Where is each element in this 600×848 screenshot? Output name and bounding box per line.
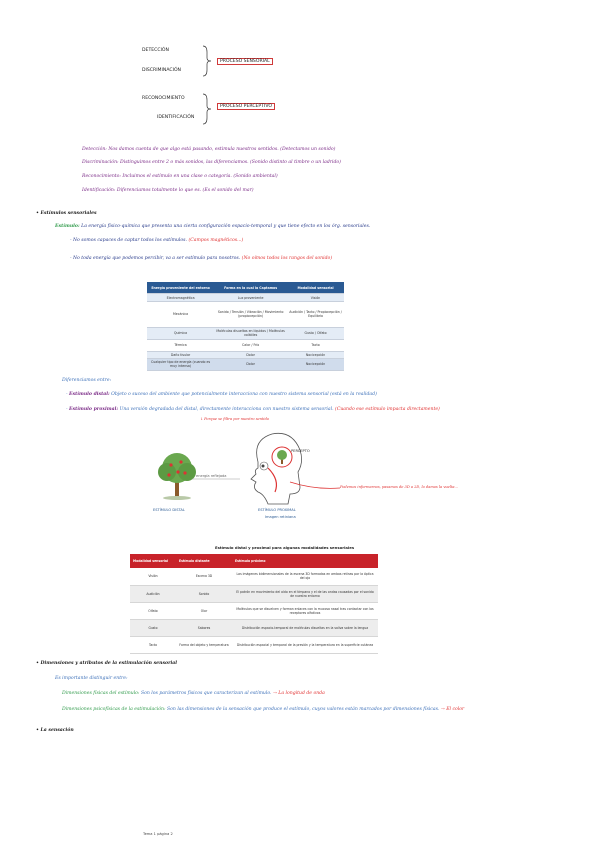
definition-reconocimiento: Reconocimiento: Incluimos el estímulo en una clase o categoría. (Sonido ambiental) — [82, 174, 278, 179]
imagen-caption: Imagen retiniana — [265, 515, 296, 519]
table-cell: Forma del objeto y temperatura — [176, 636, 232, 653]
label-deteccion: DETECCIÓN — [142, 48, 169, 53]
distal-caption: ESTÍMULO DISTAL — [153, 508, 185, 512]
table-cell: Las imágenes bidimensionales de la escena 3D formadas en ambas retinas por la óptica del ojo — [232, 568, 378, 585]
table-cell: Escena 3D — [176, 568, 232, 585]
table-cell: Gusto / Olfato — [287, 327, 344, 339]
proximal-definition: - Estímulo proximal: Una versión degradada del distal, directamente interacciona con nuestro sistema sensorial. (Cuando ese estímulo impacta directamente) — [66, 407, 440, 412]
table-row — [130, 602, 378, 619]
label-proceso-perceptivo: PROCESO PERCEPTIVO — [217, 103, 275, 110]
table-row — [130, 568, 378, 585]
table-header-cell: Forma en la cual la Captamos — [214, 282, 287, 294]
percepto-label: PERCEPTO — [291, 449, 310, 453]
table-header-row — [130, 554, 378, 568]
estimulo-definition: Estímulo: La energía físico-química que presenta una cierta configuración espacio-temporal y que tiene efecto en los órg. sensoriales. — [55, 224, 371, 229]
note-arrow — [290, 482, 340, 488]
table-cell: Electromagnética — [147, 294, 214, 301]
energia-label: energía reflejada — [196, 474, 227, 478]
diagram-note: Podemos informarnos, pasamos de 3D a 2D, lo damos la vuelta... — [340, 485, 458, 489]
tree-icon — [158, 453, 196, 500]
distal-proximal-table — [130, 554, 378, 654]
table-row — [147, 339, 344, 351]
table-header-cell: Modalidad sensorial — [287, 282, 344, 294]
table-header-cell: Modalidad sensorial — [130, 554, 176, 568]
table-cell: El patrón en movimiento del oído en el tímpano y el de las ondas causadas por el sonido de nuestro entorno — [232, 585, 378, 602]
definition-deteccion: Detección: Nos damos cuenta de que algo está pasando, estimula nuestros sentidos. (Detectamos un sonido) — [82, 147, 336, 152]
label-discriminacion: DISCRIMINACIÓN — [142, 68, 181, 73]
brace-sensorial — [200, 44, 214, 78]
table-cell: Dolor — [214, 359, 287, 370]
table-cell: Sonido / Tensión / Vibración / Movimiento (propiocepción) — [214, 301, 287, 327]
distal-definition: - Estímulo distal: Objeto o suceso del ambiente que potencialmente interacciona con nuestro sistema sensorial (está en la realidad) — [66, 392, 377, 397]
table-cell: Moléculas que se disuelven y forman enlaces con la mucosa nasal tras contactar con los receptores olfativos — [232, 602, 378, 619]
definition-identificacion: Identificación: Diferenciamos totalmente lo que es. (Es el sonido del mar) — [82, 188, 254, 193]
heading-dimensiones: • Dimensiones y atributos de la estimulación sensorial — [36, 661, 177, 666]
table-cell: Audición — [130, 585, 176, 602]
table-header-cell: Estímulo distante — [176, 554, 232, 568]
table-row — [147, 351, 344, 358]
dimensiones-subheading: Es importante distinguir entre: — [55, 676, 128, 681]
dimensiones-psicofisicas: Dimensiones psicofísicas de la estimulación: Son las dimensiones de la sensación que produce el estímulo, cuyos valores están marcados por dimensiones físicas. → El color — [62, 707, 465, 712]
table-cell: Tacto — [287, 339, 344, 351]
table-cell: Nocicepción — [287, 351, 344, 358]
table-cell: Dolor — [214, 351, 287, 358]
table-cell: Sonido — [176, 585, 232, 602]
table2-title: Estímulo distal y proximal para algunas modalidades sensoriales — [215, 545, 355, 550]
head-profile-icon — [251, 433, 302, 504]
label-reconocimiento: RECONOCIMIENTO — [142, 96, 185, 101]
table-cell: Distribución espacio-temporal de moléculas disueltas en la saliva sobre la lengua — [232, 619, 378, 636]
table-cell: Distribución espacial y temporal de la presión y la temperatura en la superficie cutánea — [232, 636, 378, 653]
table-cell: Daño tisular — [147, 351, 214, 358]
table-cell: Química — [147, 327, 214, 339]
tree-icon — [277, 450, 287, 464]
proximal-caption: ESTÍMULO PROXIMAL — [258, 508, 296, 512]
estimulo-bullet-1: - No somos capaces de captar todos los estímulos. (Campos magnéticos...) — [70, 238, 244, 243]
table-header-row — [147, 282, 344, 294]
table-cell: Sabores — [176, 619, 232, 636]
table-row — [147, 359, 344, 370]
table-cell: Gusto — [130, 619, 176, 636]
table-cell: Cualquier tipo de energía (cuando es muy intensa) — [147, 359, 214, 370]
brace-perceptivo — [200, 92, 214, 126]
table-cell: Visión — [130, 568, 176, 585]
energy-modality-table — [147, 282, 344, 371]
table-row — [147, 327, 344, 339]
table-row — [130, 636, 378, 653]
dimensiones-fisicas: Dimensiones físicas del estímulo: Son los parámetros físicos que caracterizan al estímulo. → La longitud de onda — [62, 691, 325, 696]
table-cell: Luz proveniente — [214, 294, 287, 301]
table-cell: Tacto — [130, 636, 176, 653]
table-row — [147, 294, 344, 301]
table-cell: Olor — [176, 602, 232, 619]
table-row — [130, 585, 378, 602]
table-header-cell: Energía proveniente del entorno — [147, 282, 214, 294]
heading-estimulos: • Estímulos sensoriales — [36, 211, 97, 216]
estimulo-bullet-2: - No toda energía que podemos percibir, va a ser estímulo para nosotros. (No oímos todos los rangos del sonido) — [70, 256, 333, 261]
label-proceso-sensorial: PROCESO SENSORIAL — [217, 58, 273, 65]
table-row — [147, 301, 344, 327]
table-cell: Mecánica — [147, 301, 214, 327]
table-cell: Nocicepción — [287, 359, 344, 370]
table-cell: Térmica — [147, 339, 214, 351]
table-cell: Moléculas disueltas en líquidos / Moléculas volátiles — [214, 327, 287, 339]
table-row — [130, 619, 378, 636]
page-footer: Tema 1 página 2 — [143, 832, 173, 836]
table-cell: Visión — [287, 294, 344, 301]
heading-sensacion: • La sensación — [36, 728, 74, 733]
table-cell: Calor / Frío — [214, 339, 287, 351]
table-cell: Audición / Tacto / Propiocepción / Equilibrio — [287, 301, 344, 327]
table-cell: Olfato — [130, 602, 176, 619]
definition-discriminacion: Discriminación: Distinguimos entre 2 o más sonidos, las diferenciamos. (Sonido distinto al timbre o un ladrido) — [82, 160, 341, 165]
proximal-note: ↳ Porque se filtra por nuestro sentido — [200, 417, 270, 421]
table-header-cell: Estímulo próximo — [232, 554, 378, 568]
label-identificacion: IDENTIFICACIÓN — [157, 115, 195, 120]
heading-diferenciamos: Diferenciamos entre: — [62, 378, 112, 383]
